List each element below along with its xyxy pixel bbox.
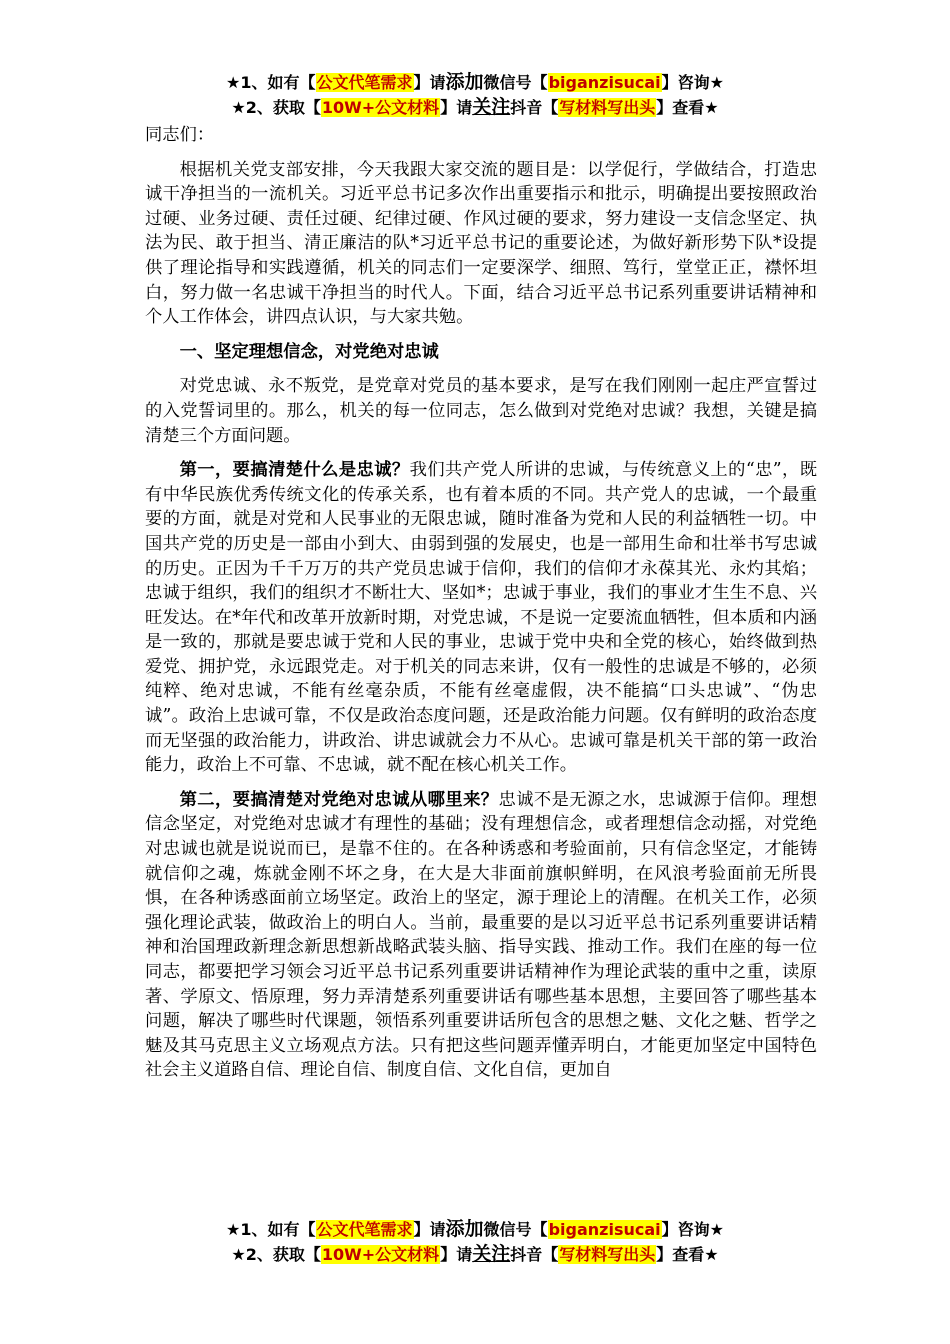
paragraph-intro: 根据机关党支部安排，今天我跟大家交流的题目是：以学促行，学做结合，打造忠诚干净担当的一流机关。习近平总书记多次作出重要指示和批示，明确提出要按照政治过硬、业务过硬、责任过硬、纪律过硬、作风过硬的要求，努力建设一支信念坚定、执法为民、敢于担当、清正廉洁的队*习近平总书记的重要论述，为做好新形势下队*设提供了理论指导和实践遵循，机关的同志们一定要深学、细照、笃行，堂堂正正，襟怀坦白，努力做一名忠诚干净担当的时代人。下面，结合习近平总书记系列重要讲话精神和个人工作体会，讲四点认识，与大家共勉。	[145, 159, 817, 328]
paragraph-2: 对党忠诚、永不叛党，是党章对党员的基本要求，是写在我们刚刚一起庄严宣誓过的入党誓词里的。那么，机关的每一位同志，怎么做到对党绝对忠诚？我想，关键是搞清楚三个方面问题。	[145, 376, 817, 446]
salutation: 同志们：	[145, 125, 215, 145]
promo-line-1: ★1、如有【公文代笔需求】请添加微信号【biganzisucai】咨询★	[226, 1218, 724, 1240]
highlight-douyin: 写材料写出头	[559, 1245, 656, 1264]
highlight-materials: 10W+公文材料	[321, 98, 440, 117]
highlight-materials: 10W+公文材料	[321, 1245, 440, 1264]
paragraph-4: 第二，要搞清楚对党绝对忠诚从哪里来？忠诚不是无源之水，忠诚源于信仰。理想信念坚定，对党绝对忠诚才有理性的基础；没有理想信念，或者理想信念动摇，对党绝对忠诚也就是说说而已，是靠不住的。在各种诱惑和考验面前，只有信念坚定，才能铸就信仰之魂，炼就金刚不坏之身，在大是大非面前旗帜鲜明，在风浪考验面前无所畏惧，在各种诱惑面前立场坚定。政治上的坚定，源于理论上的清醒。在机关工作，必须强化理论武装，做政治上的明白人。当前，最重要的是以习近平总书记系列重要讲话精神和治国理政新理念新思想新战略武装头脑、指导实践、推动工作。我们在座的每一位同志，都要把学习领会习近平总书记系列重要讲话精神作为理论武装的重中之重，读原著、学原文、悟原理，努力弄清楚系列重要讲话有哪些基本思想，主要回答了哪些基本问题，解决了哪些时代课题，领悟系列重要讲话所包含的思想之魅、文化之魅、哲学之魅及其马克思主义立场观点方法。只有把这些问题弄懂弄明白，才能更加坚定中国特色社会主义道路自信、理论自信、制度自信、文化自信，更加自	[145, 789, 817, 1081]
highlight-service: 公文代笔需求	[316, 73, 413, 92]
document-body	[145, 123, 817, 1083]
highlight-wechat-id: biganzisucai	[548, 1220, 661, 1239]
bottom-promo-banner	[0, 1217, 950, 1267]
top-promo-banner	[0, 70, 950, 120]
highlight-wechat-id: biganzisucai	[548, 73, 661, 92]
promo-line-2: ★2、获取【10W+公文材料】请关注抖音【写材料写出头】查看★	[231, 1243, 719, 1265]
paragraph-3: 第一，要搞清楚什么是忠诚？我们共产党人所讲的忠诚，与传统意义上的“忠”，既有中华民族优秀传统文化的传承关系，也有着本质的不同。共产党人的忠诚，一个最重要的方面，就是对党和人民事业的无限忠诚，随时准备为党和人民的利益牺牲一切。中国共产党的历史是一部由小到大、由弱到强的发展史，也是一部用生命和壮举书写忠诚的历史。正因为千千万万的共产党员忠诚于信仰，我们的信仰才永葆其光、永灼其焰；忠诚于组织，我们的组织才不断壮大、坚如*；忠诚于事业，我们的事业才生生不息、兴旺发达。在*年代和改革开放新时期，对党忠诚，不是说一定要流血牺牲，但本质和内涵是一致的，那就是要忠诚于党和人民的事业，忠诚于党中央和全党的核心，始终做到热爱党、拥护党，永远跟党走。对于机关的同志来讲，仅有一般性的忠诚是不够的，必须纯粹、绝对忠诚，不能有丝毫杂质，不能有丝毫虚假，决不能搞“口头忠诚”、“伪忠诚”。政治上忠诚可靠，不仅是政治态度问题，还是政治能力问题。仅有鲜明的政治态度而无坚强的政治能力，讲政治、讲忠诚就会力不从心。忠诚可靠是机关干部的第一政治能力，政治上不可靠、不忠诚，就不配在核心机关工作。	[145, 460, 817, 776]
paragraph-4-lead: 第二，要搞清楚对党绝对忠诚从哪里来？	[179, 789, 499, 810]
promo-line-1: ★1、如有【公文代笔需求】请添加微信号【biganzisucai】咨询★	[226, 71, 724, 93]
paragraph-3-lead: 第一，要搞清楚什么是忠诚？	[179, 460, 410, 481]
highlight-douyin: 写材料写出头	[559, 98, 656, 117]
promo-line-2: ★2、获取【10W+公文材料】请关注抖音【写材料写出头】查看★	[231, 96, 719, 118]
section-heading-1: 一、坚定理想信念，对党绝对忠诚	[179, 341, 439, 362]
highlight-service: 公文代笔需求	[316, 1220, 413, 1239]
